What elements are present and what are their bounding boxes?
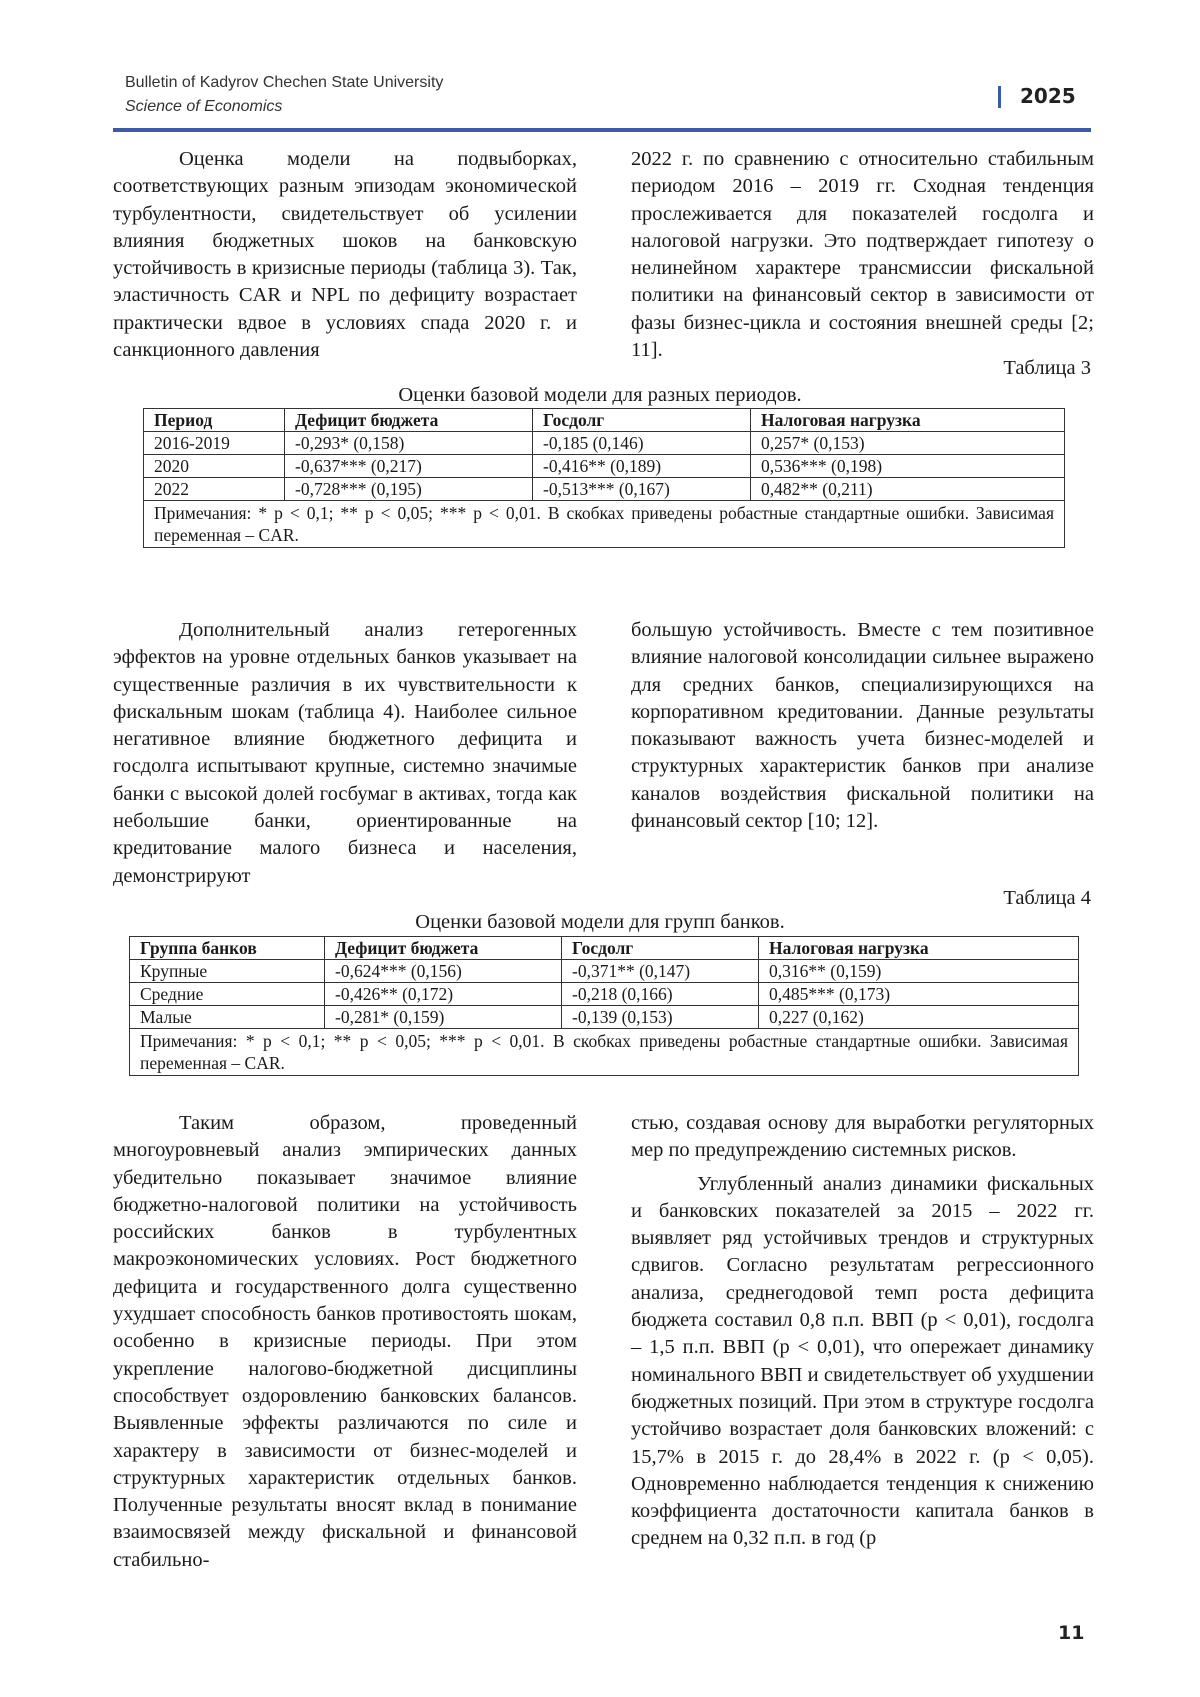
paragraph: большую устойчивость. Вместе с тем позитивное влияние налоговой консолидации сильнее выражено для средних банков, специализирующихся на корпоративном кредитовании. Данные результаты показывают важность учета бизнес-моделей и структурных характеристик банков при анализе каналов воздействия фискальной политики на финансовый сектор [10; 12]. xyxy=(631,619,1094,833)
table-cell: -0,139 (0,153) xyxy=(562,1006,759,1029)
table-cell: -0,371** (0,147) xyxy=(562,960,759,983)
paragraph: Таким образом, проведенный многоуровневый анализ эмпирических данных убедительно показывает значимое влияние бюджетно-налоговой политики на устойчивость российских банков в турбулентных макроэкономических условиях. Рост бюджетного дефицита и государственного долга существенно ухудшает способность банков противостоять шокам, особенно в кризисные периоды. При этом укрепление налогово-бюджетной дисциплины способствует оздоровлению банковских балансов. Выявленные эффекты различаются по силе и характеру в зависимости от бизнес-моделей и структурных характеристик отдельных банков. Полученные результаты вносят вклад в понимание взаимосвязей между фискальной и финансовой стабильно- xyxy=(113,1112,577,1571)
table-row xyxy=(130,983,1079,1006)
body-text-right-2 xyxy=(631,617,1094,835)
header-separator xyxy=(998,86,1001,108)
table-row xyxy=(144,432,1065,455)
column-header: Дефицит бюджета xyxy=(285,409,533,432)
body-text-right-1 xyxy=(631,146,1094,364)
column-header: Группа банков xyxy=(130,937,325,960)
body-text-left-2 xyxy=(113,617,577,890)
body-text-left-3 xyxy=(113,1110,577,1574)
table-cell: -0,513*** (0,167) xyxy=(533,478,751,501)
column-header: Госдолг xyxy=(533,409,751,432)
table-cell: 0,316** (0,159) xyxy=(759,960,1079,983)
table-cell: Средние xyxy=(130,983,325,1006)
column-header: Период xyxy=(144,409,285,432)
table-cell: -0,624*** (0,156) xyxy=(325,960,562,983)
column-header: Налоговая нагрузка xyxy=(751,409,1065,432)
header-rule xyxy=(113,128,1091,132)
table-cell: -0,637*** (0,217) xyxy=(285,455,533,478)
body-text-left-1 xyxy=(113,146,577,364)
table-notes-row xyxy=(130,1029,1079,1076)
table-row xyxy=(144,478,1065,501)
table-notes-row xyxy=(144,501,1065,548)
paragraph: Углубленный анализ динамики фискальных и банковских показателей за 2015 – 2022 гг. выявляет ряд устойчивых трендов и структурных сдвигов. Согласно результатам регрессионного анализа, среднегодовой темп роста дефицита бюджета составил 0,8 п.п. ВВП (p < 0,01), госдолга – 1,5 п.п. ВВП (p < 0,01), что опережает динамику номинального ВВП и свидетельствует об ухудшении бюджетных позиций. При этом в структуре госдолга устойчиво возрастает доля банковских вложений: с 15,7% в 2015 г. до 28,4% в 2022 г. (p < 0,05). Одновременно наблюдается тенденция к снижению коэффициента достаточности капитала банков в среднем на 0,32 п.п. в год (p xyxy=(631,1172,1094,1550)
table-row xyxy=(130,960,1079,983)
table-cell: 0,536*** (0,198) xyxy=(751,455,1065,478)
table-cell: 2020 xyxy=(144,455,285,478)
table-cell: -0,281* (0,159) xyxy=(325,1006,562,1029)
paragraph: стью, создавая основу для выработки регуляторных мер по предупреждению системных рисков. xyxy=(631,1112,1094,1162)
table-cell: 2022 xyxy=(144,478,285,501)
table-row xyxy=(144,455,1065,478)
table-cell: 0,227 (0,162) xyxy=(759,1006,1079,1029)
table-cell: -0,426** (0,172) xyxy=(325,983,562,1006)
table-cell: -0,218 (0,166) xyxy=(562,983,759,1006)
column-header: Налоговая нагрузка xyxy=(759,937,1079,960)
body-text-right-3 xyxy=(631,1110,1094,1553)
journal-header xyxy=(113,72,1091,132)
issue-year: 2025 xyxy=(1020,84,1076,108)
table-4 xyxy=(129,936,1079,1076)
table-row xyxy=(130,1006,1079,1029)
table-cell: Крупные xyxy=(130,960,325,983)
table-3-label: Таблица 3 xyxy=(1003,357,1091,379)
table-notes: Примечания: * p < 0,1; ** p < 0,05; *** p < 0,01. В скобках приведены робастные стандартные ошибки. Зависимая переменная – CAR. xyxy=(144,501,1065,548)
column-header: Дефицит бюджета xyxy=(325,937,562,960)
journal-title: Bulletin of Kadyrov Chechen State University xyxy=(125,74,444,91)
paragraph: Оценка модели на подвыборках, соответствующих разным эпизодам экономической турбулентности, свидетельствует об усилении влияния бюджетных шоков на банковскую устойчивость в кризисные периоды (таблица 3). Так, эластичность CAR и NPL по дефициту возрастает практически вдвое в условиях спада 2020 г. и санкционного давления xyxy=(113,148,577,362)
table-3-caption: Оценки базовой модели для разных периодов. xyxy=(398,384,802,406)
page-number: 11 xyxy=(1058,1622,1085,1644)
table-cell: -0,293* (0,158) xyxy=(285,432,533,455)
table-cell: 0,482** (0,211) xyxy=(751,478,1065,501)
paragraph: 2022 г. по сравнению с относительно стабильным периодом 2016 – 2019 гг. Сходная тенденция прослеживается для показателей госдолга и налоговой нагрузки. Это подтверждает гипотезу о нелинейном характере трансмиссии фискальной политики на финансовый сектор в зависимости от фазы бизнес-цикла и состояния внешней среды [2; 11]. xyxy=(631,148,1094,362)
table-cell: 0,485*** (0,173) xyxy=(759,983,1079,1006)
table-cell: Малые xyxy=(130,1006,325,1029)
paragraph: Дополнительный анализ гетерогенных эффектов на уровне отдельных банков указывает на существенные различия в их чувствительности к фискальным шокам (таблица 4). Наиболее сильное негативное влияние бюджетного дефицита и госдолга испытывают крупные, системно значимые банки с высокой долей госбумаг в активах, тогда как небольшие банки, ориентированные на кредитование малого бизнеса и населения, демонстрируют xyxy=(113,619,577,887)
table-header-row xyxy=(144,409,1065,432)
table-cell: -0,185 (0,146) xyxy=(533,432,751,455)
table-3 xyxy=(143,408,1065,548)
column-header: Госдолг xyxy=(562,937,759,960)
table-cell: -0,416** (0,189) xyxy=(533,455,751,478)
journal-section: Science of Economics xyxy=(125,98,283,115)
table-cell: 0,257* (0,153) xyxy=(751,432,1065,455)
table-4-label: Таблица 4 xyxy=(1003,887,1091,909)
table-notes: Примечания: * p < 0,1; ** p < 0,05; *** p < 0,01. В скобках приведены робастные стандартные ошибки. Зависимая переменная – CAR. xyxy=(130,1029,1079,1076)
table-cell: -0,728*** (0,195) xyxy=(285,478,533,501)
table-cell: 2016-2019 xyxy=(144,432,285,455)
table-header-row xyxy=(130,937,1079,960)
table-4-caption: Оценки базовой модели для групп банков. xyxy=(415,911,785,933)
